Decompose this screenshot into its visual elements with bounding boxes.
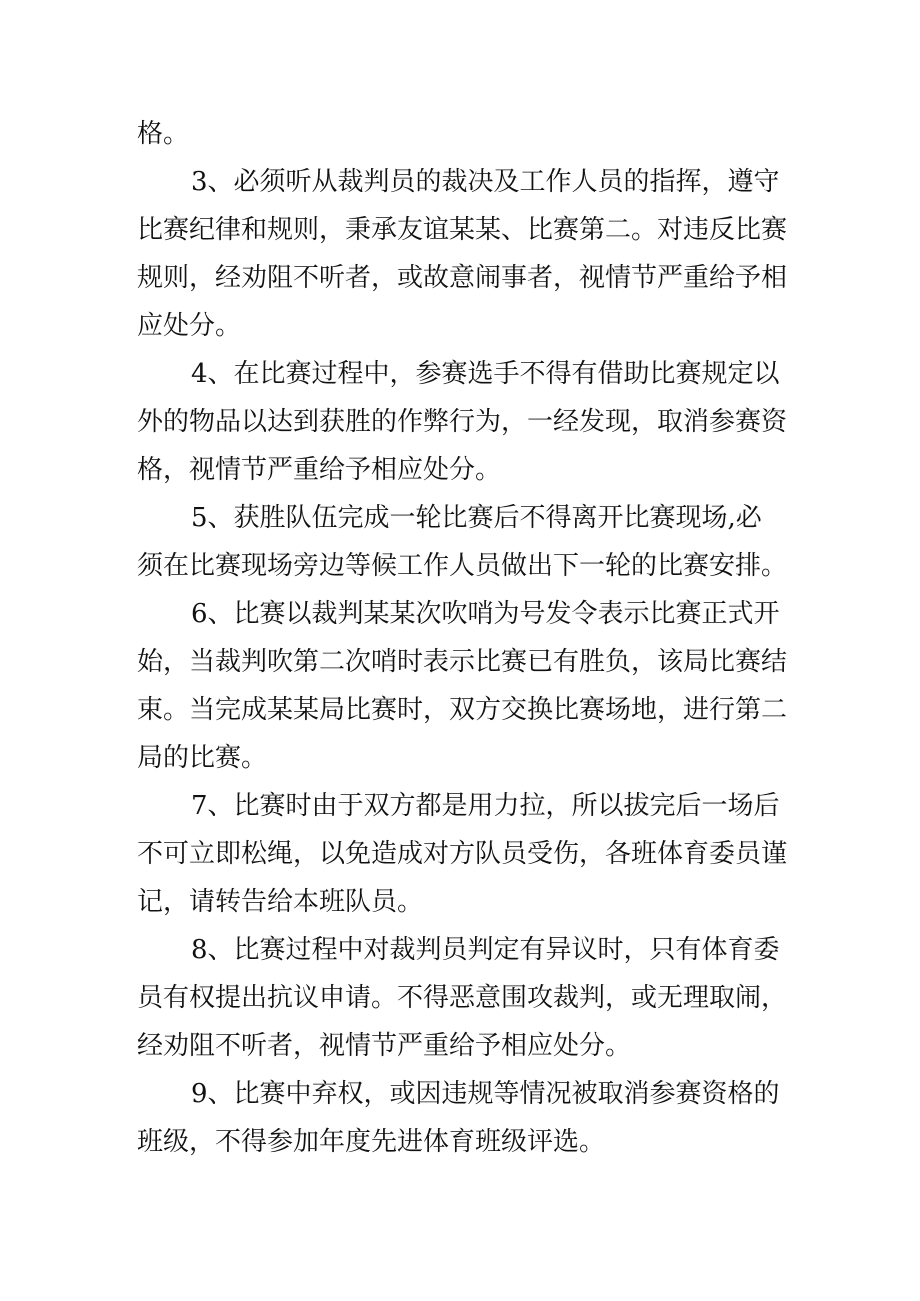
text-line: 应处分。 bbox=[137, 311, 242, 341]
text-line: 外的物品以达到获胜的作弊行为，一经发现，取消参赛资 bbox=[137, 407, 788, 437]
text-line: 班级，不得参加年度先进体育班级评选。 bbox=[137, 1127, 606, 1157]
text-line: 记，请转告给本班队员。 bbox=[137, 887, 424, 917]
text-line: 员有权提出抗议申请。不得恶意围攻裁判，或无理取闹， bbox=[137, 983, 788, 1013]
text-line: 须在比赛现场旁边等候工作人员做出下一轮的比赛安排。 bbox=[137, 551, 788, 581]
text-line: 不可立即松绳，以免造成对方队员受伤，各班体育委员谨 bbox=[137, 839, 788, 869]
text-line: 格。 bbox=[137, 119, 190, 149]
text-line: 束。当完成某某局比赛时，双方交换比赛场地，进行第二 bbox=[137, 695, 788, 725]
text-line: 3、必须听从裁判员的裁决及工作人员的指挥，遵守 bbox=[191, 167, 780, 197]
text-line: 局的比赛。 bbox=[137, 743, 268, 773]
text-line: 4、在比赛过程中，参赛选手不得有借助比赛规定以 bbox=[191, 359, 780, 389]
text-line: 8、比赛过程中对裁判员判定有异议时，只有体育委 bbox=[191, 935, 780, 965]
text-line: 5、获胜队伍完成一轮比赛后不得离开比赛现场,必 bbox=[191, 503, 762, 533]
text-line: 6、比赛以裁判某某次吹哨为号发令表示比赛正式开 bbox=[191, 599, 780, 629]
text-line: 比赛纪律和规则，秉承友谊某某、比赛第二。对违反比赛 bbox=[137, 215, 788, 245]
document-body bbox=[137, 110, 787, 1166]
text-line: 7、比赛时由于双方都是用力拉，所以拔完后一场后 bbox=[191, 791, 780, 821]
text-line: 9、比赛中弃权，或因违规等情况被取消参赛资格的 bbox=[191, 1079, 780, 1109]
text-line: 经劝阻不听者，视情节严重给予相应处分。 bbox=[137, 1031, 632, 1061]
text-line: 格，视情节严重给予相应处分。 bbox=[137, 455, 502, 485]
text-line: 始，当裁判吹第二次哨时表示比赛已有胜负，该局比赛结 bbox=[137, 647, 788, 677]
text-line: 规则，经劝阻不听者，或故意闹事者，视情节严重给予相 bbox=[137, 263, 788, 293]
